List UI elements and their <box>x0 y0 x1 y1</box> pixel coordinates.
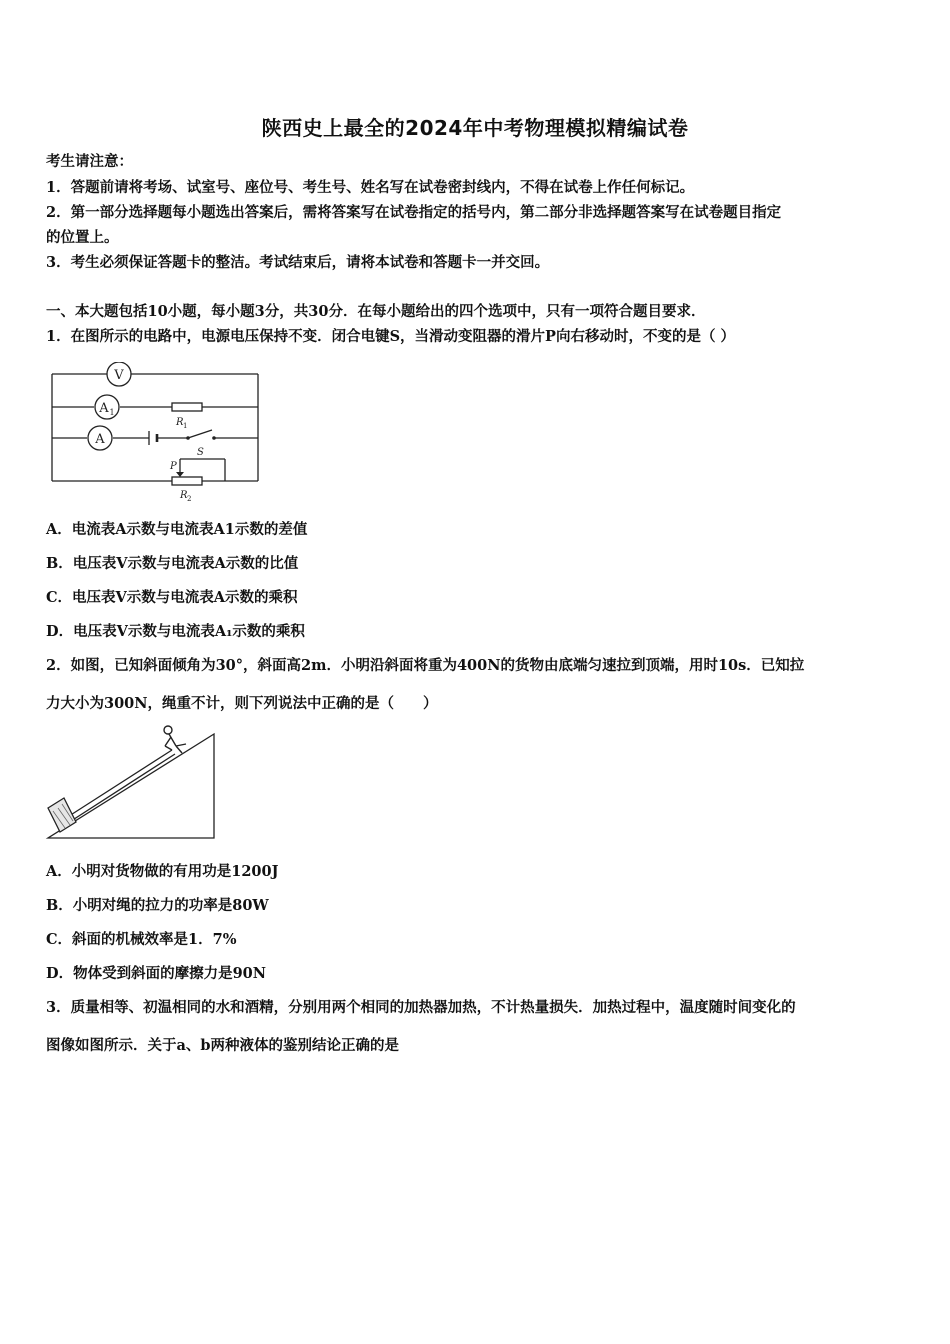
q1-option-b: B．电压表V示数与电流表A示数的比值 <box>46 555 299 572</box>
question-1-stem: 1．在图所示的电路中，电源电压保持不变．闭合电键S，当滑动变阻器的滑片P向右移动时，不变的是（ ） <box>46 328 736 345</box>
resistor-r1-label: R <box>176 417 184 428</box>
notice-item-2-cont: 的位置上。 <box>46 229 119 246</box>
rheostat-r2-subscript: 2 <box>187 495 192 503</box>
slider-arrow-icon <box>176 472 184 477</box>
switch-label: S <box>197 447 204 458</box>
cargo-box-icon <box>48 798 76 832</box>
circuit-diagram <box>48 362 268 504</box>
q1-option-a: A．电流表A示数与电流表A1示数的差值 <box>46 521 308 538</box>
q2-option-d: D．物体受到斜面的摩擦力是90N <box>46 965 267 982</box>
rheostat-r2-label: R <box>180 490 188 501</box>
incline-diagram <box>44 722 219 842</box>
q2-option-a: A．小明对货物做的有用功是1200J <box>46 863 279 880</box>
question-2-stem: 2．如图，已知斜面倾角为30°，斜面高2m．小明沿斜面将重为400N的货物由底端匀速拉到顶端，用时10s．已知拉 <box>46 657 805 674</box>
switch-contact-icon <box>212 436 216 440</box>
ammeter-a1-label: A <box>99 401 109 416</box>
q1-option-c: C．电压表V示数与电流表A示数的乘积 <box>46 589 298 606</box>
resistor-r1 <box>172 403 202 411</box>
notice-item-1: 1．答题前请将考场、试室号、座位号、考生号、姓名写在试卷密封线内，不得在试卷上作任何标记。 <box>46 179 695 196</box>
person-pulling-icon <box>164 726 186 753</box>
ammeter-a-label: A <box>95 432 105 447</box>
q2-option-b: B．小明对绳的拉力的功率是80W <box>46 897 269 914</box>
notice-heading: 考生请注意： <box>46 153 133 170</box>
notice-item-2: 2．第一部分选择题每小题选出答案后，需将答案写在试卷指定的括号内，第二部分非选择题答案写在试卷题目指定 <box>46 204 782 221</box>
resistor-r1-subscript: 1 <box>183 422 188 430</box>
notice-item-3: 3．考生必须保证答题卡的整洁。考试结束后，请将本试卷和答题卡一并交回。 <box>46 254 550 271</box>
question-2-stem-cont: 力大小为300N，绳重不计，则下列说法中正确的是（ ） <box>46 695 438 712</box>
q2-option-c: C．斜面的机械效率是1．7% <box>46 931 237 948</box>
ammeter-a1-subscript: 1 <box>109 408 115 417</box>
question-3-stem-cont: 图像如图所示．关于a、b两种液体的鉴别结论正确的是 <box>46 1037 400 1054</box>
section-instruction: 一、本大题包括10小题，每小题3分，共30分．在每小题给出的四个选项中，只有一项符合题目要求． <box>46 303 706 320</box>
page-title: 陕西史上最全的2024年中考物理模拟精编试卷 <box>261 116 689 140</box>
voltmeter-label: V <box>114 368 124 383</box>
slider-p-label: P <box>170 461 177 472</box>
q1-option-d: D．电压表V示数与电流表A₁示数的乘积 <box>46 623 305 640</box>
question-3-stem: 3．质量相等、初温相同的水和酒精，分别用两个相同的加热器加热，不计热量损失．加热过程中，温度随时间变化的 <box>46 999 796 1016</box>
switch-contact-icon <box>186 436 190 440</box>
rheostat-r2 <box>172 477 202 485</box>
